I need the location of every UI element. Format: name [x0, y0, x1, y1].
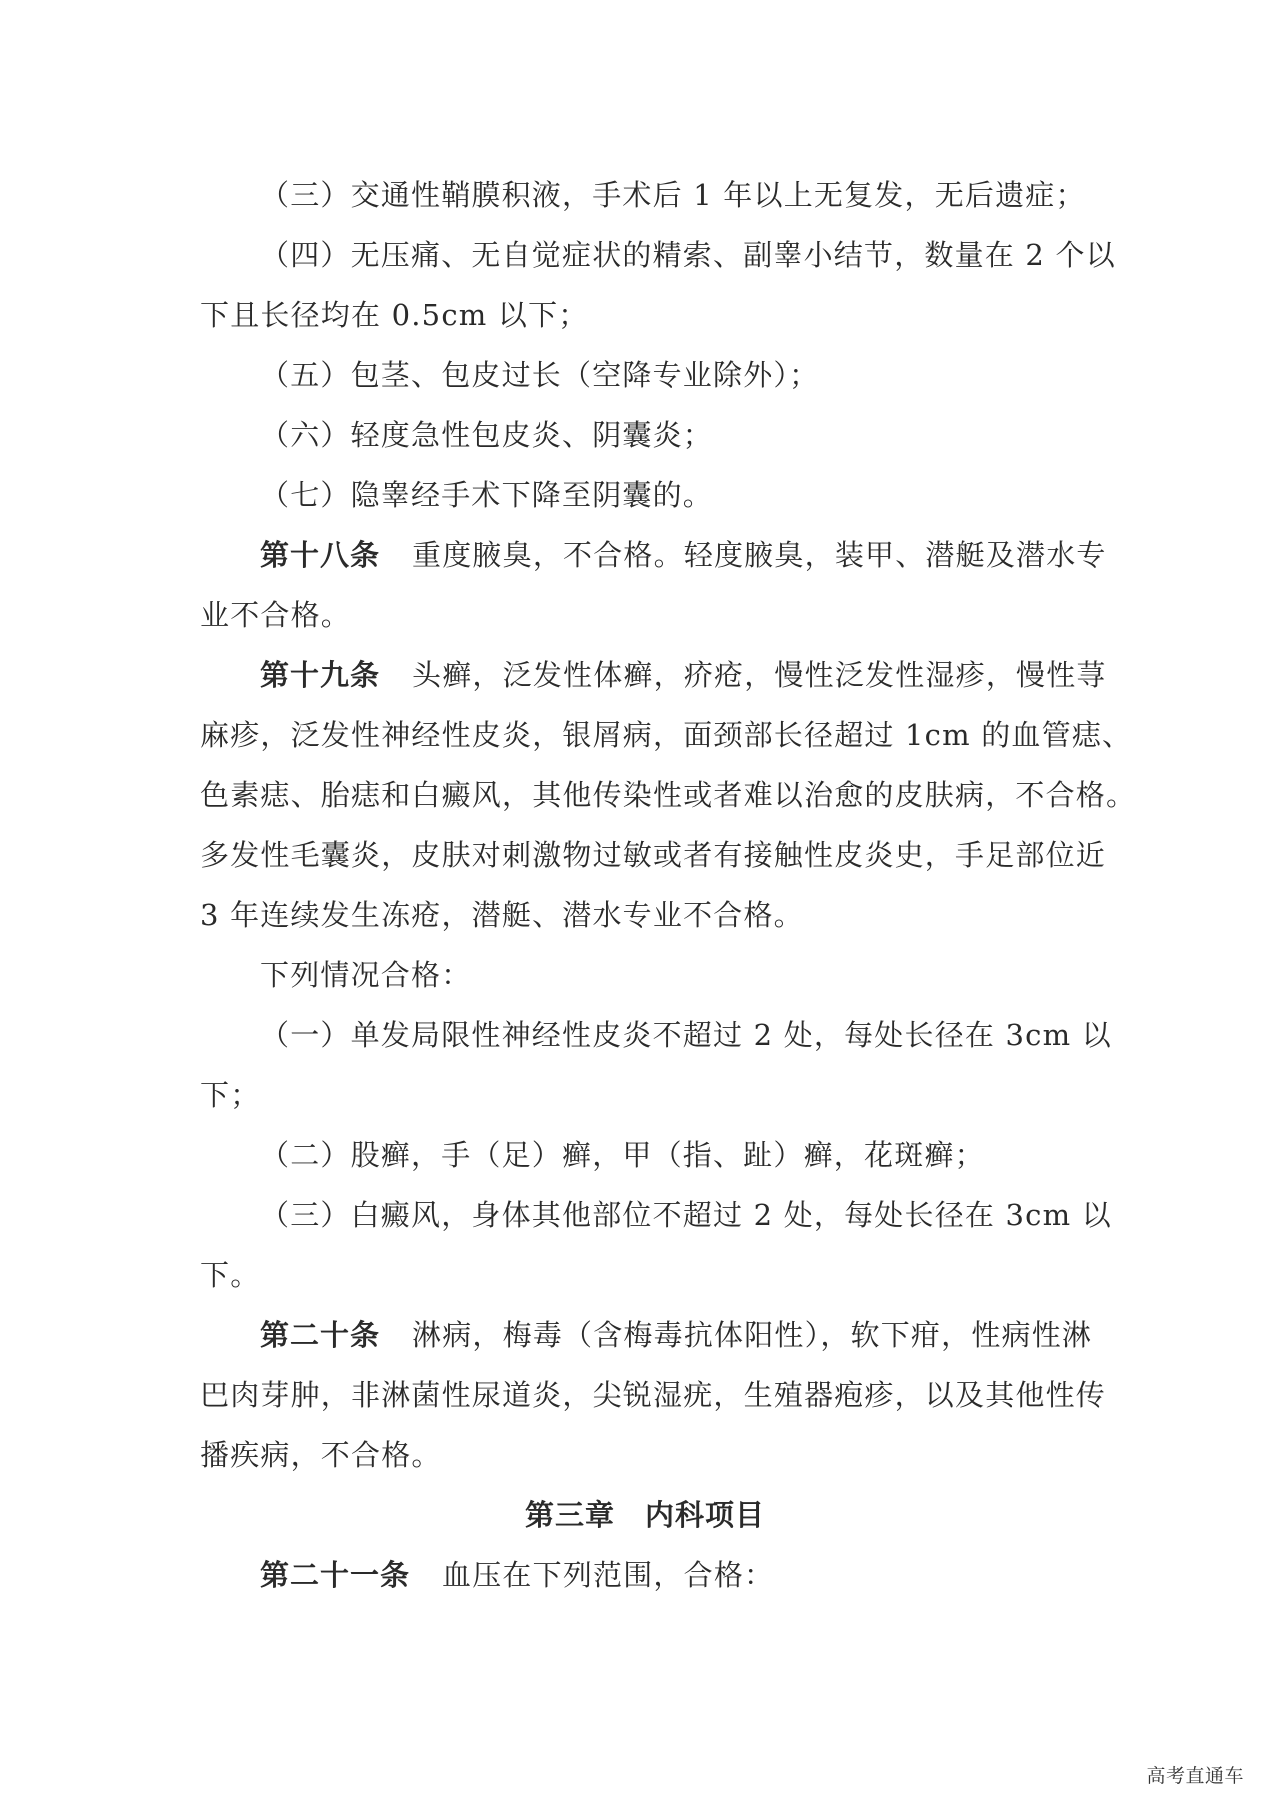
paragraph-continuation	[200, 1065, 1090, 1125]
chapter-title: 第三章 内科项目	[524, 1498, 765, 1532]
paragraph-text: （七）隐睾经手术下降至阴囊的。	[260, 478, 714, 512]
paragraph-text: 下且长径均在 0.5cm 以下；	[200, 298, 589, 332]
paragraph-text: （五）包茎、包皮过长（空降专业除外）；	[260, 358, 820, 392]
paragraph-text: 血压在下列范围，合格：	[442, 1558, 775, 1592]
paragraph-text: （三）白癜风，身体其他部位不超过 2 处，每处长径在 3cm 以	[260, 1198, 1112, 1232]
paragraph-text: （三）交通性鞘膜积液，手术后 1 年以上无复发，无后遗症；	[260, 178, 1086, 212]
list-item-7-cryptorchidism	[200, 465, 1090, 525]
paragraph-continuation	[200, 285, 1090, 345]
qualified-item-3	[200, 1185, 1112, 1245]
paragraph-text: （一）单发局限性神经性皮炎不超过 2 处，每处长径在 3cm 以	[260, 1018, 1112, 1052]
paragraph-continuation	[200, 1365, 1107, 1425]
paragraph-continuation	[200, 825, 1107, 885]
paragraph-continuation	[200, 705, 1133, 765]
document-body	[200, 165, 1137, 1605]
qualified-item-1	[200, 1005, 1112, 1065]
paragraph-text: 巴肉芽肿，非淋菌性尿道炎，尖锐湿疣，生殖器疱疹，以及其他性传	[200, 1378, 1107, 1412]
list-item-6-balanitis	[200, 405, 1090, 465]
article-heading: 第二十条	[260, 1318, 381, 1352]
paragraph-text: 重度腋臭，不合格。轻度腋臭，装甲、潜艇及潜水专	[412, 538, 1107, 572]
paragraph-text: 播疾病，不合格。	[200, 1438, 442, 1472]
paragraph-continuation	[200, 1425, 1090, 1485]
paragraph-text: 3 年连续发生冻疮，潜艇、潜水专业不合格。	[200, 898, 804, 932]
paragraph-text: 下。	[200, 1258, 261, 1292]
paragraph-text: 多发性毛囊炎，皮肤对刺激物过敏或者有接触性皮炎史，手足部位近	[200, 838, 1107, 872]
paragraph-text: 淋病，梅毒（含梅毒抗体阳性），软下疳，性病性淋	[412, 1318, 1093, 1352]
paragraph-continuation	[200, 585, 1090, 645]
list-item-3-hydrocele	[200, 165, 1090, 225]
paragraph-text: 麻疹，泛发性神经性皮炎，银屑病，面颈部长径超过 1cm 的血管痣、	[200, 718, 1133, 752]
paragraph-text: 色素痣、胎痣和白癜风，其他传染性或者难以治愈的皮肤病，不合格。	[200, 778, 1137, 812]
watermark-text: 高考直通车	[1146, 1765, 1244, 1787]
paragraph-text: 业不合格。	[200, 598, 352, 632]
list-item-5-phimosis	[200, 345, 1090, 405]
paragraph-text: （二）股癣，手（足）癣，甲（指、趾）癣，花斑癣；	[260, 1138, 985, 1172]
article-19	[200, 645, 1107, 705]
article-20	[200, 1305, 1093, 1365]
paragraph-continuation	[200, 765, 1137, 825]
list-item-4-nodules	[200, 225, 1116, 285]
paragraph-text: 下；	[200, 1078, 261, 1112]
paragraph-text: 下列情况合格：	[260, 958, 472, 992]
paragraph-continuation	[200, 1245, 1090, 1305]
paragraph-continuation	[200, 885, 1090, 945]
paragraph-text: 头癣，泛发性体癣，疥疮，慢性泛发性湿疹，慢性荨	[412, 658, 1107, 692]
article-heading: 第二十一条	[260, 1558, 411, 1592]
article-heading: 第十九条	[260, 658, 381, 692]
qualified-item-2	[200, 1125, 1090, 1185]
qualified-intro	[200, 945, 1090, 1005]
paragraph-text: （四）无压痛、无自觉症状的精索、副睾小结节，数量在 2 个以	[260, 238, 1116, 272]
article-21	[200, 1545, 1090, 1605]
article-heading: 第十八条	[260, 538, 381, 572]
article-18	[200, 525, 1107, 585]
paragraph-text: （六）轻度急性包皮炎、阴囊炎；	[260, 418, 714, 452]
